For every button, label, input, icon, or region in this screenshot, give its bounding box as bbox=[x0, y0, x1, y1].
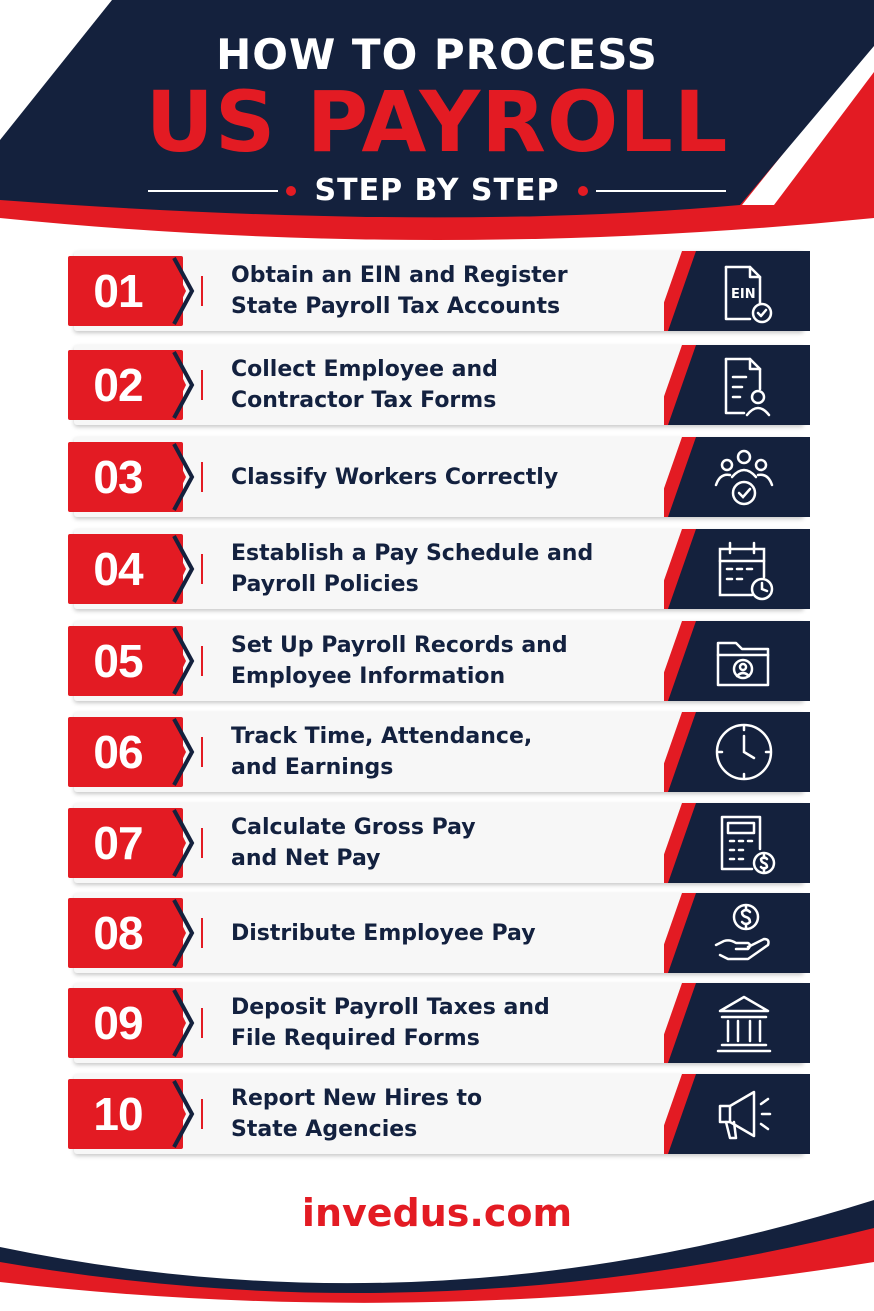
step-number-badge bbox=[68, 1079, 183, 1149]
chevron-right-icon bbox=[172, 533, 196, 605]
step-label: Calculate Gross Pay and Net Pay bbox=[231, 815, 476, 871]
icon-panel bbox=[664, 251, 810, 331]
chevron-right-icon bbox=[172, 441, 196, 513]
chevron-right-icon bbox=[172, 349, 196, 421]
step-label: Classify Workers Correctly bbox=[231, 464, 559, 490]
icon-panel bbox=[664, 621, 810, 701]
step-4 bbox=[68, 529, 810, 609]
step-number: 03 bbox=[93, 451, 143, 503]
icon-panel bbox=[664, 1074, 810, 1154]
step-divider bbox=[201, 1008, 203, 1038]
icon-panel bbox=[664, 345, 810, 425]
step-number-badge bbox=[68, 626, 183, 696]
step-divider bbox=[201, 276, 203, 306]
step-divider bbox=[201, 462, 203, 492]
step-number: 07 bbox=[93, 817, 143, 869]
step-number: 02 bbox=[93, 359, 143, 411]
step-number-badge bbox=[68, 534, 183, 604]
step-label: Track Time, Attendance, and Earnings bbox=[231, 724, 533, 780]
subtitle: STEP BY STEP bbox=[314, 173, 560, 208]
step-7 bbox=[68, 803, 810, 883]
step-divider bbox=[201, 646, 203, 676]
icon-panel bbox=[664, 712, 810, 792]
step-10 bbox=[68, 1074, 810, 1154]
step-label: Establish a Pay Schedule and Payroll Policies bbox=[231, 541, 594, 597]
chevron-right-icon bbox=[172, 897, 196, 969]
step-number-badge bbox=[68, 256, 183, 326]
step-5 bbox=[68, 621, 810, 701]
chevron-right-icon bbox=[172, 807, 196, 879]
step-number: 05 bbox=[93, 635, 143, 687]
step-number: 06 bbox=[93, 726, 143, 778]
step-number: 10 bbox=[93, 1088, 143, 1140]
step-number-badge bbox=[68, 717, 183, 787]
step-label: Collect Employee and Contractor Tax Forms bbox=[231, 357, 498, 413]
step-1 bbox=[68, 251, 810, 331]
chevron-right-icon bbox=[172, 255, 196, 327]
step-number-badge bbox=[68, 442, 183, 512]
svg-text:EIN: EIN bbox=[731, 287, 756, 302]
step-number-badge bbox=[68, 808, 183, 878]
step-label: Deposit Payroll Taxes and File Required Forms bbox=[231, 995, 550, 1051]
step-8 bbox=[68, 893, 810, 973]
icon-panel bbox=[664, 893, 810, 973]
step-6 bbox=[68, 712, 810, 792]
icon-panel bbox=[664, 437, 810, 517]
chevron-right-icon bbox=[172, 1078, 196, 1150]
step-number: 09 bbox=[93, 997, 143, 1049]
icon-panel bbox=[664, 803, 810, 883]
step-number: 04 bbox=[93, 543, 143, 595]
icon-panel bbox=[664, 529, 810, 609]
step-divider bbox=[201, 918, 203, 948]
step-2 bbox=[68, 345, 810, 425]
step-label: Report New Hires to State Agencies bbox=[231, 1086, 483, 1142]
step-label: Distribute Employee Pay bbox=[231, 920, 536, 946]
step-number-badge bbox=[68, 988, 183, 1058]
title-line-2: US PAYROLL bbox=[145, 73, 729, 171]
chevron-right-icon bbox=[172, 716, 196, 788]
chevron-right-icon bbox=[172, 625, 196, 697]
subtitle-rule-right bbox=[596, 190, 726, 192]
step-9 bbox=[68, 983, 810, 1063]
step-divider bbox=[201, 370, 203, 400]
step-number: 08 bbox=[93, 907, 143, 959]
step-3 bbox=[68, 437, 810, 517]
step-number: 01 bbox=[93, 265, 143, 317]
step-divider bbox=[201, 737, 203, 767]
chevron-right-icon bbox=[172, 987, 196, 1059]
step-divider bbox=[201, 1099, 203, 1129]
step-number-badge bbox=[68, 898, 183, 968]
step-number-badge bbox=[68, 350, 183, 420]
step-divider bbox=[201, 828, 203, 858]
footer-brand[interactable]: invedus.com bbox=[301, 1191, 573, 1235]
step-divider bbox=[201, 554, 203, 584]
title-line-1: HOW TO PROCESS bbox=[216, 30, 658, 79]
icon-panel bbox=[664, 983, 810, 1063]
subtitle-dot-right bbox=[578, 186, 588, 196]
step-label: Set Up Payroll Records and Employee Information bbox=[231, 633, 568, 689]
step-label: Obtain an EIN and Register State Payroll Tax Accounts bbox=[231, 263, 568, 319]
